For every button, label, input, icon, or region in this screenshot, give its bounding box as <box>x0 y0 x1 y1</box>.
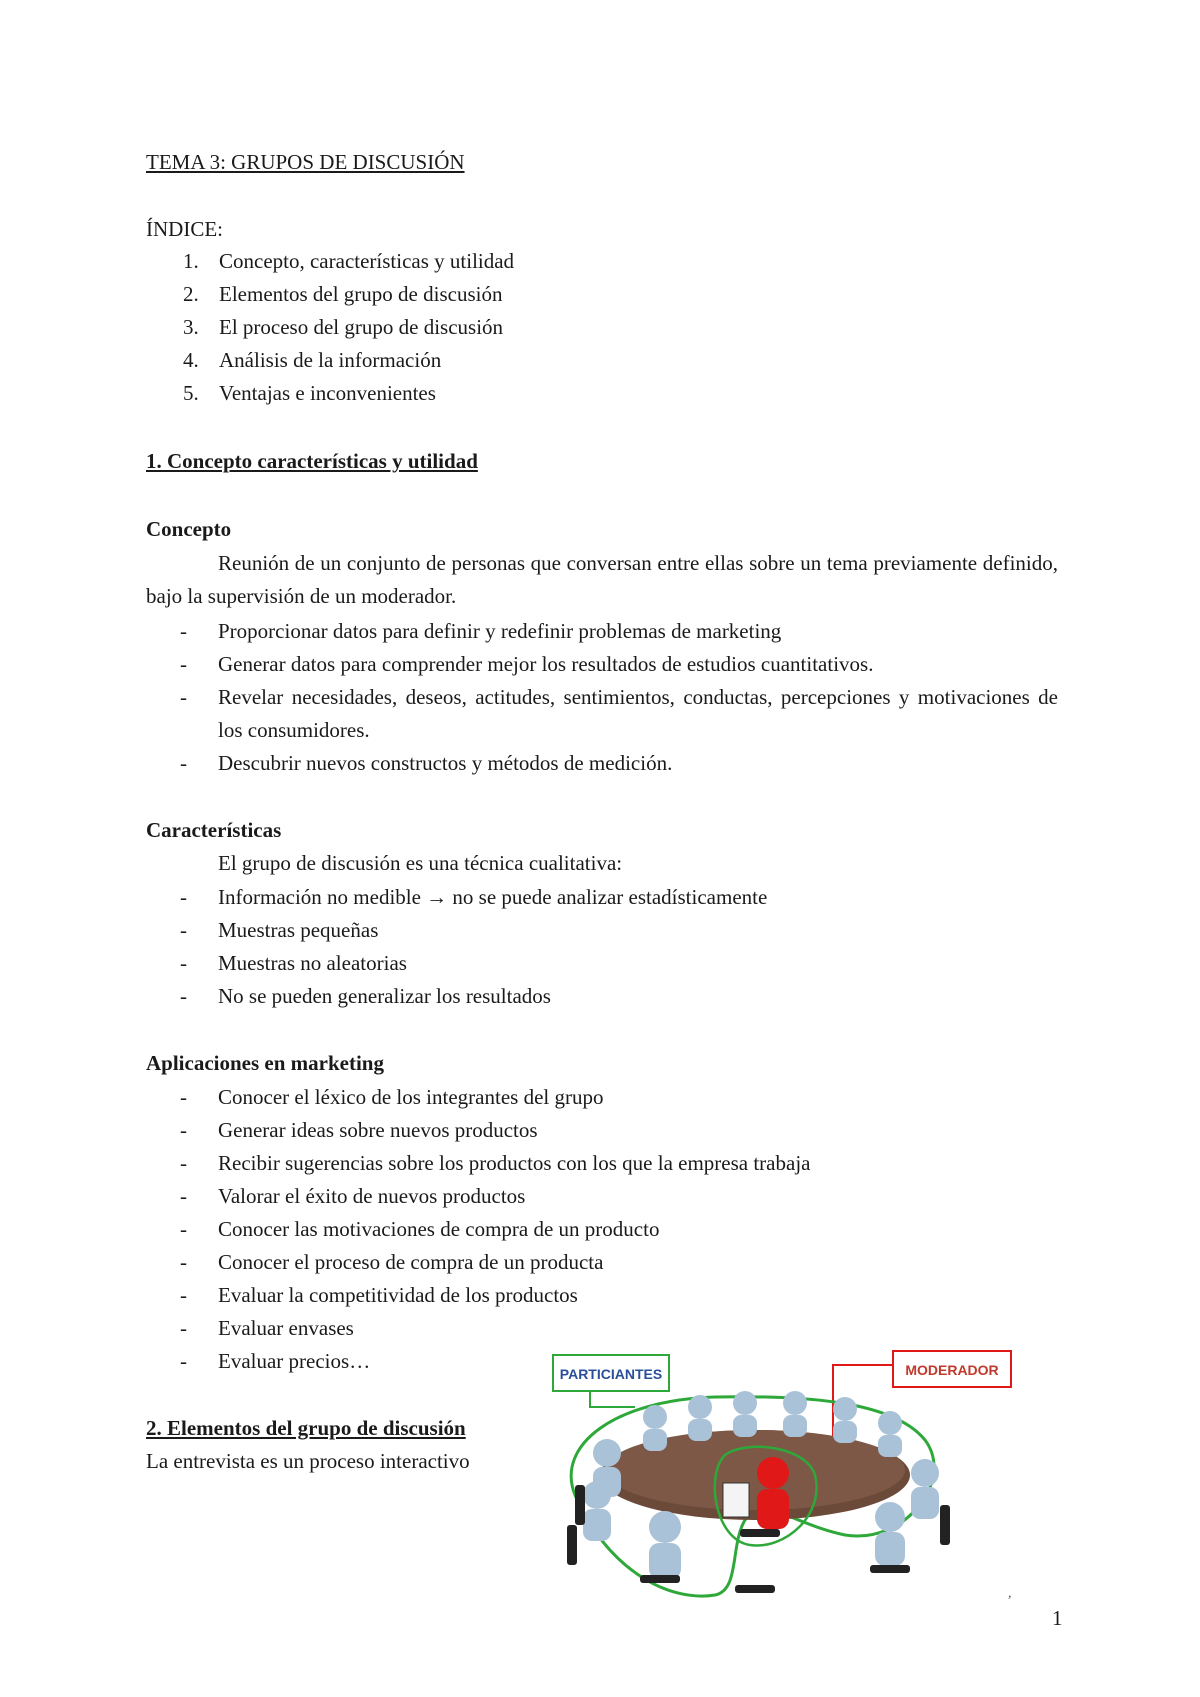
section-2-heading: 2. Elementos del grupo de discusión <box>146 1416 466 1440</box>
aplicaciones-bullet <box>180 1213 1058 1246</box>
caracteristicas-intro: El grupo de discusión es una técnica cualitativa: <box>218 851 623 875</box>
bullet-dash: - <box>180 619 187 643</box>
bullet-dash: - <box>180 1184 187 1208</box>
participants-label <box>553 1355 669 1407</box>
section-1-heading: 1. Concepto características y utilidad <box>146 449 478 473</box>
index-item-number: 5. <box>183 381 199 405</box>
bullet-dash: - <box>180 951 187 975</box>
bullet-dash: - <box>180 1283 187 1307</box>
aplicaciones-bullet <box>180 1279 1058 1312</box>
bullet-dash: - <box>180 652 187 676</box>
concepto-bullet <box>180 615 1058 648</box>
bullet-dash: - <box>180 984 187 1008</box>
bullet-dash: - <box>180 918 187 942</box>
index-item <box>183 246 515 276</box>
bullet-dash: - <box>180 1118 187 1142</box>
concepto-bullet <box>180 747 1058 780</box>
section-2-text: La entrevista es un proceso interactivo <box>146 1449 470 1473</box>
bullet-text: Generar ideas sobre nuevos productos <box>218 1118 538 1142</box>
bullet-text: Conocer el léxico de los integrantes del grupo <box>218 1085 604 1109</box>
index-item-number: 4. <box>183 348 199 372</box>
aplicaciones-bullet <box>180 1345 510 1378</box>
index-item-text: Concepto, características y utilidad <box>219 249 515 273</box>
index-label: ÍNDICE: <box>146 217 223 241</box>
bullet-text: Proporcionar datos para definir y redefinir problemas de marketing <box>218 619 782 643</box>
index-item <box>183 279 503 309</box>
concepto-paragraph: Reunión de un conjunto de personas que conversan entre ellas sobre un tema previamente definido, bajo la supervisión de un moderador. <box>146 551 1058 608</box>
bullet-dash: - <box>180 1316 187 1340</box>
aplicaciones-bullet <box>180 1147 1058 1180</box>
moderator-label-text: MODERADOR <box>905 1362 999 1378</box>
bullet-text: Conocer el proceso de compra de un producta <box>218 1250 604 1274</box>
bullet-dash: - <box>180 1217 187 1241</box>
index-item <box>183 345 442 375</box>
index-item-number: 2. <box>183 282 199 306</box>
caracteristicas-bullet <box>180 980 1058 1013</box>
aplicaciones-bullet <box>180 1246 1058 1279</box>
index-item-text: Elementos del grupo de discusión <box>219 282 503 306</box>
bullet-dash: - <box>180 685 187 709</box>
bullet-text: Muestras pequeñas <box>218 918 379 942</box>
caracteristicas-bullet <box>180 914 1058 947</box>
caracteristicas-bullet <box>180 881 1058 914</box>
bullet-text: Valorar el éxito de nuevos productos <box>218 1184 526 1208</box>
index-item-number: 3. <box>183 315 199 339</box>
index-item-text: Análisis de la información <box>219 348 442 372</box>
document-title: TEMA 3: GRUPOS DE DISCUSIÓN <box>146 150 465 174</box>
bullet-text: Descubrir nuevos constructos y métodos de medición. <box>218 751 673 775</box>
bullet-dash: - <box>180 1250 187 1274</box>
bullet-dash: - <box>180 751 187 775</box>
bullet-text: Evaluar envases <box>218 1316 354 1340</box>
aplicaciones-heading: Aplicaciones en marketing <box>146 1051 384 1075</box>
bullet-text: Generar datos para comprender mejor los resultados de estudios cuantitativos. <box>218 652 874 676</box>
aplicaciones-bullet <box>180 1114 1058 1147</box>
bullet-text: Revelar necesidades, deseos, actitudes, sentimientos, conductas, percepciones y motivaciones de los consumidores. <box>218 685 1058 742</box>
aplicaciones-bullet <box>180 1180 1058 1213</box>
footer-mark: , <box>1008 1586 1012 1601</box>
bullet-text: No se pueden generalizar los resultados <box>218 984 551 1008</box>
concepto-heading: Concepto <box>146 517 232 541</box>
moderator-label <box>833 1351 1011 1441</box>
index-item <box>183 312 504 342</box>
bullet-text: Muestras no aleatorias <box>218 951 407 975</box>
bullet-dash: - <box>180 1151 187 1175</box>
page-number: 1 <box>1052 1606 1063 1630</box>
discussion-group-illustration <box>545 1345 1025 1613</box>
bullet-text: Conocer las motivaciones de compra de un producto <box>218 1217 660 1241</box>
index-item-text: El proceso del grupo de discusión <box>219 315 504 339</box>
index-item-number: 1. <box>183 249 199 273</box>
concepto-bullet <box>180 648 1058 681</box>
bullet-text: Recibir sugerencias sobre los productos con los que la empresa trabaja <box>218 1151 811 1175</box>
bullet-text: Evaluar precios… <box>218 1349 371 1373</box>
caracteristicas-heading: Características <box>146 818 282 842</box>
index-item <box>183 378 436 408</box>
participants-label-text: PARTICIANTES <box>559 1366 663 1382</box>
concepto-bullet <box>180 681 1058 747</box>
caracteristicas-bullet <box>180 947 1058 980</box>
bullet-dash: - <box>180 885 187 909</box>
bullet-dash: - <box>180 1085 187 1109</box>
index-item-text: Ventajas e inconvenientes <box>219 381 436 405</box>
bullet-text: Evaluar la competitividad de los productos <box>218 1283 578 1307</box>
bullet-dash: - <box>180 1349 187 1373</box>
aplicaciones-bullet <box>180 1081 1058 1114</box>
bullet-text: Información no medible → no se puede analizar estadísticamente <box>218 885 768 909</box>
aplicaciones-bullet <box>180 1312 1058 1345</box>
